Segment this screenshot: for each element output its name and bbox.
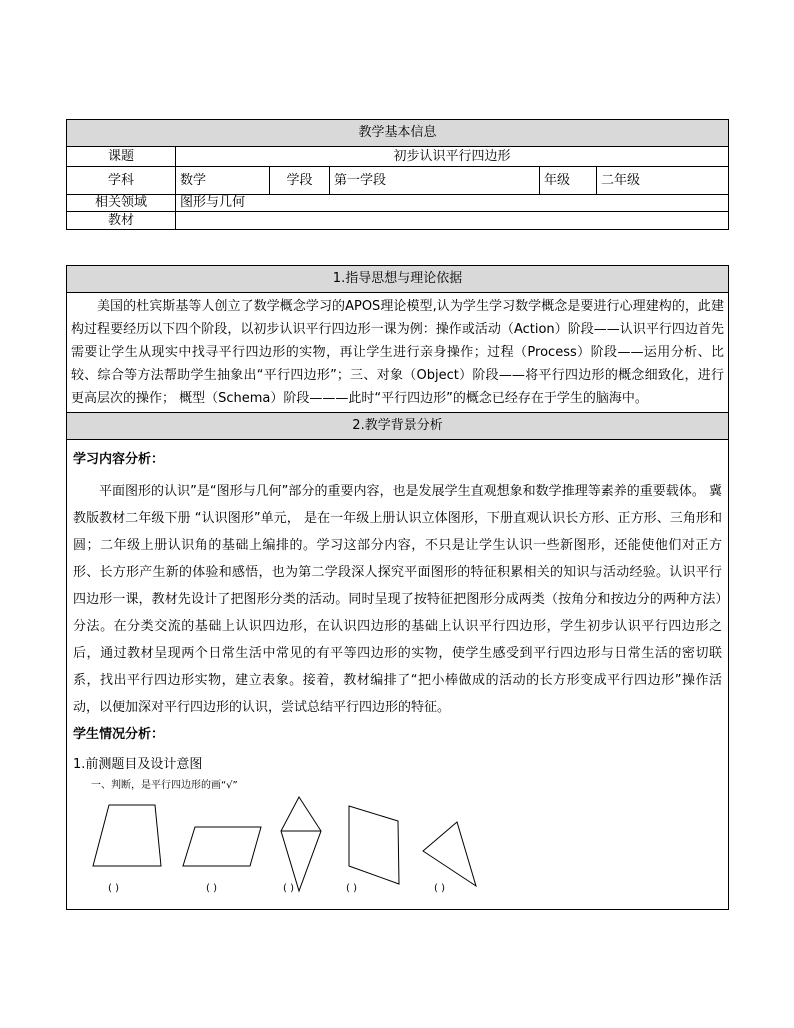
shape-kite-rhombus (281, 797, 321, 891)
topic-label: 课题 (67, 147, 176, 167)
answer-blank-4[interactable]: ( ) (346, 883, 357, 894)
student-analysis-label: 学生情况分析： (73, 727, 165, 742)
lesson-content-table (66, 265, 729, 910)
domain-label: 相关领域 (67, 195, 176, 212)
grade-label: 年级 (540, 167, 597, 195)
answer-blank-3[interactable]: ( ) (283, 883, 294, 894)
textbook-value (176, 212, 729, 230)
answer-blank-5[interactable]: ( ) (434, 883, 445, 894)
section1-text: 美国的杜宾斯基等人创立了数学概念学习的APOS理论模型,认为学生学习数学概念是要进行心理建构的，此建构过程要经历以下四个阶段，以初步认识平行四边形一课为例：操作或活动（Action）阶段——认识平行四边首先需要让学生从现实中找寻平行四边形的实物，再让学生进行亲身操作；过程（Process）阶段——运用分析、比较、综合等方法帮助学生抽象出“平行四边形”；三、对象（Object）阶段——将平行四边形的概念细致化，进行更高层次的操作； 概型（Schema）阶段———此时“平行四边形”的概念已经存在于学生的脑海中。 (67, 293, 729, 413)
pretest-label: 1.前测题目及设计意图 (73, 757, 203, 772)
quiz-shapes (73, 793, 713, 903)
basic-info-header: 教学基本信息 (67, 120, 729, 147)
basic-info-table (66, 119, 729, 230)
textbook-label: 教材 (67, 212, 176, 230)
quiz-title: 一、判断，是平行四边形的画“√” (91, 780, 238, 791)
stage-value: 第一学段 (330, 167, 540, 195)
grade-value: 二年级 (597, 167, 729, 195)
domain-value: 图形与几何 (176, 195, 729, 212)
subject-label: 学科 (67, 167, 176, 195)
section1-header: 1.指导思想与理论依据 (67, 266, 729, 293)
shape-parallelogram (183, 827, 261, 866)
content-analysis-text: 平面图形的认识”是“图形与几何”部分的重要内容，也是发展学生直观想象和数学推理等素养的重要载体。 冀教版教材二年级下册 “认识图形”单元， 是在一年级上册认识立体图形，下册直观认识长方形、正方形、三角形和圆；二年级上册认识角的基础上编排的。学习这部分内容，不只是让学生认识一些新图形，还能使他们对正方形、长方形产生新的体验和感悟，也为第二学段深人探究平面图形的特征积累相关的知识与活动经验。认识平行四边形一课，教材先设计了把图形分类的活动。同时呈现了按特征把图形分成两类（按角分和按边分的两种方法）分法。在分类交流的基础上认识四边形，在认识四边形的基础上认识平行四边形，学生初步认识平行四边形之后，通过教材呈现两个日常生活中常见的有平等四边形的实物，使学生感受到平行四边形与日常生活的密切联系，找出平行四边形实物，建立表象。接着，教材编排了“把小棒做成的活动的长方形变成平行四边形”操作活动，以便加深对平行四边形的认识，尝试总结平行四边形的特征。 (73, 484, 722, 715)
section2-body (67, 440, 729, 910)
shape-tall-parallelogram (349, 806, 399, 884)
stage-label: 学段 (270, 167, 330, 195)
section2-header: 2.教学背景分析 (67, 413, 729, 440)
subject-value: 数学 (176, 167, 270, 195)
shape-irregular-quadrilateral (423, 822, 476, 886)
answer-blank-2[interactable]: ( ) (206, 883, 217, 894)
topic-value: 初步认识平行四边形 (176, 147, 729, 167)
content-analysis-label: 学习内容分析： (73, 452, 165, 467)
shape-trapezoid (93, 805, 161, 866)
answer-blank-1[interactable]: ( ) (108, 883, 119, 894)
